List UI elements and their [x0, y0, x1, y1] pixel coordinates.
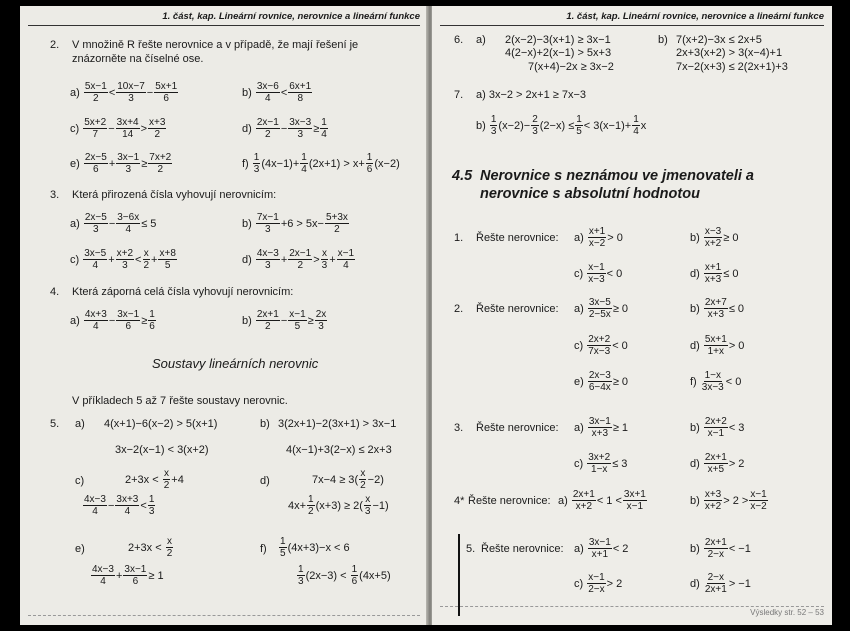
instruction-text: V příkladech 5 až 7 řešte soustavy nerovnic. — [72, 395, 288, 407]
exercise-3a: a) 2x−5 3 − 3−6x 4 ≤ 5 — [70, 212, 157, 235]
exercise-q2c: c) 2x+2 7x−3 < 0 — [574, 334, 628, 357]
exercise-q1d: d) x+1 x+3 ≤ 0 — [690, 262, 739, 285]
system-5e-line1: 2+3x < x 2 — [128, 536, 173, 559]
system-5c-line2: 4x−3 4 − 3x+3 4 < 1 3 — [84, 494, 155, 517]
exercise-q1a: a) x+1 x−2 > 0 — [574, 226, 623, 249]
exercise-2d: d) 2x−1 2 − 3x−3 3 ≥ 1 4 — [242, 117, 327, 140]
problem-number: 3. — [454, 422, 464, 434]
exercise-3c: c) 3x−5 4 + x+2 3 < x 2 + x+8 5 — [70, 248, 176, 271]
section-number: 4.5 — [452, 168, 473, 184]
system-5d-line2: 4x+ $\frac{1}{2}$ (x+3) ≥ 2 ( x 3 −1) — [288, 494, 389, 517]
exercise-q2b: b) 2x+7 x+3 ≤ 0 — [690, 297, 745, 320]
problem-label: Řešte nerovnice: — [476, 422, 559, 434]
label-f: f) — [260, 543, 267, 555]
label-c: c) — [75, 475, 85, 487]
exercise-3d: d) 4x−3 3 + 2x−1 2 > x 3 + x−1 4 — [242, 248, 355, 271]
exercise-4a: a) 4x+3 4 − 3x−1 6 ≥ 1 6 — [70, 309, 155, 332]
problem-number: 1. — [454, 232, 464, 244]
label-b: b) — [260, 418, 270, 430]
system-5f-line2: 1 3 (2x−3) < 1 6 (4x+5) — [298, 564, 391, 587]
exercise-q3b: b) 2x+2 x−1 < 3 — [690, 416, 745, 439]
problem-number: 3. — [50, 189, 60, 201]
exercise-q4a: a) 2x+1 x+2 < 1 < 3x+1 x−1 — [558, 489, 646, 512]
system-6a-line1: 2(x−2)−3(x+1) ≥ 3x−1 — [505, 34, 611, 46]
exercise-2a: a) 5x−1 2 < 10x−7 3 − 5x+1 6 — [70, 81, 178, 104]
system-5a-line1: 4(x+1)−6(x−2) > 5(x+1) — [104, 418, 218, 430]
exercise-4b: b) 2x+1 2 − x−1 5 ≥ 2x 3 — [242, 309, 327, 332]
exercise-q5d: d) 2−x 2x+1 > −1 — [690, 572, 751, 595]
exercise-q5b: b) 2x+1 2−x < −1 — [690, 537, 751, 560]
exercise-q3c: c) 3x+2 1−x ≤ 3 — [574, 452, 628, 475]
exercise-q1c: c) x−1 x−3 < 0 — [574, 262, 623, 285]
page-footer-left — [28, 615, 420, 617]
label-b: b) — [658, 34, 668, 46]
exercise-2e: e) 2x−5 6 + 3x−1 3 ≥ 7x+2 2 — [70, 152, 172, 175]
problem-label: Řešte nerovnice: — [476, 303, 559, 315]
exercise-2c: c) 5x+2 7 − 3x+4 14 > x+3 2 — [70, 117, 166, 140]
label-a: a) — [476, 34, 486, 46]
problem-number: 4* — [454, 495, 465, 507]
problem-number: 5. — [466, 543, 476, 555]
problem-text: Která přirozená čísla vyhovují nerovnicím: — [72, 189, 277, 201]
system-6a-line2: 4(2−x)+2(x−1) > 5x+3 — [505, 47, 612, 59]
right-page — [432, 6, 832, 625]
exercise-q3d: d) 2x+1 x+5 > 2 — [690, 452, 745, 475]
system-6b-line2: 2x+3(x+2) > 3(x−4)+1 — [676, 47, 783, 59]
problem-number: 7. — [454, 89, 464, 101]
problem-number: 5. — [50, 418, 60, 430]
exercise-q5a: a) 3x−1 x+1 < 2 — [574, 537, 629, 560]
page-header-left: 1. část, kap. Lineární rovnice, nerovnice a lineární funkce — [162, 11, 420, 22]
system-6b-line3: 7x−2(x+3) ≤ 2(2x+1)+3 — [676, 61, 788, 73]
exercise-q2a: a) 3x−5 2−5x ≥ 0 — [574, 297, 629, 320]
problem-label: Řešte nerovnice: — [476, 232, 559, 244]
system-5b-line2: 4(x−1)+3(2−x) ≤ 2x+3 — [286, 444, 392, 456]
problem-text: V množině R řešte nerovnice a v případě, že mají řešení je — [72, 39, 359, 51]
system-6a-line3: 7(x+4)−2x ≥ 3x−2 — [528, 61, 614, 73]
page-footer-right: Výsledky str. 52 – 53 — [440, 606, 824, 617]
exercise-q5c: c) x−1 2−x > 2 — [574, 572, 623, 595]
problem-label: Řešte nerovnice: — [481, 543, 564, 555]
exercise-7a: a) 3x−2 > 2x+1 ≥ 7x−3 — [476, 89, 586, 101]
exercise-2f: f) 1 3 (4x−1)+ 1 4 (2x+1) > x+ 1 6 (x−2) — [242, 152, 400, 175]
system-5c-line1: 2+3x < x 2 +4 — [125, 468, 184, 491]
exercise-7b: b) 1 3 (x−2)− 2 3 (2−x) ≤ 1 5 < 3(x−1)+ 1 4 x — [476, 114, 647, 137]
page-header-right: 1. část, kap. Lineární rovnice, nerovnice a lineární funkce — [566, 11, 824, 22]
header-rule — [440, 25, 824, 26]
label-a: a) — [75, 418, 85, 430]
problem-label: Řešte nerovnice: — [468, 495, 551, 507]
label-e: e) — [75, 543, 85, 555]
exercise-3b: b) 7x−1 3 +6 > 5x− 5+3x 2 — [242, 212, 348, 235]
problem-number: 2. — [454, 303, 464, 315]
problem-number: 2. — [50, 39, 60, 51]
exercise-q2d: d) 5x+1 1+x > 0 — [690, 334, 745, 357]
section-title: nerovnice s absolutní hodnotou — [480, 186, 700, 202]
exercise-q2f: f) 1−x 3x−3 < 0 — [690, 370, 742, 393]
label-d: d) — [260, 475, 270, 487]
system-5b-line1: 3(2x+1)−2(3x+1) > 3x−1 — [278, 418, 397, 430]
system-5f-line1: 1 5 (4x+3)−x < 6 — [280, 536, 350, 559]
exercise-q4b: b) x+3 x+2 > 2 > x−1 x−2 — [690, 489, 767, 512]
margin-bar — [458, 534, 460, 616]
problem-text: znázorněte na číselné ose. — [72, 53, 204, 65]
header-rule — [28, 25, 420, 26]
exercise-2b: b) 3x−6 4 < 6x+1 8 — [242, 81, 312, 104]
system-5e-line2: 4x−3 4 + $\frac{3x-1}{6}$ ≥ 1 — [92, 564, 164, 587]
exercise-q2e: e) 2x−3 6−4x ≥ 0 — [574, 370, 629, 393]
problem-text: Která záporná celá čísla vyhovují nerovnicím: — [72, 286, 294, 298]
problem-number: 4. — [50, 286, 60, 298]
exercise-q3a: a) 3x−1 x+3 ≥ 1 — [574, 416, 629, 439]
problem-number: 6. — [454, 34, 464, 46]
section-title: Nerovnice s neznámou ve jmenovateli a — [480, 168, 754, 184]
left-page — [20, 6, 428, 625]
subsection-title: Soustavy lineárních nerovnic — [152, 356, 319, 371]
system-5a-line2: 3x−2(x−1) < 3(x+2) — [115, 444, 209, 456]
system-5d-line1: 7x−4 ≥ 3 ( x 2 −2) — [312, 468, 384, 491]
system-6b-line1: 7(x+2)−3x ≤ 2x+5 — [676, 34, 762, 46]
exercise-q1b: b) x−3 x+2 ≥ 0 — [690, 226, 739, 249]
